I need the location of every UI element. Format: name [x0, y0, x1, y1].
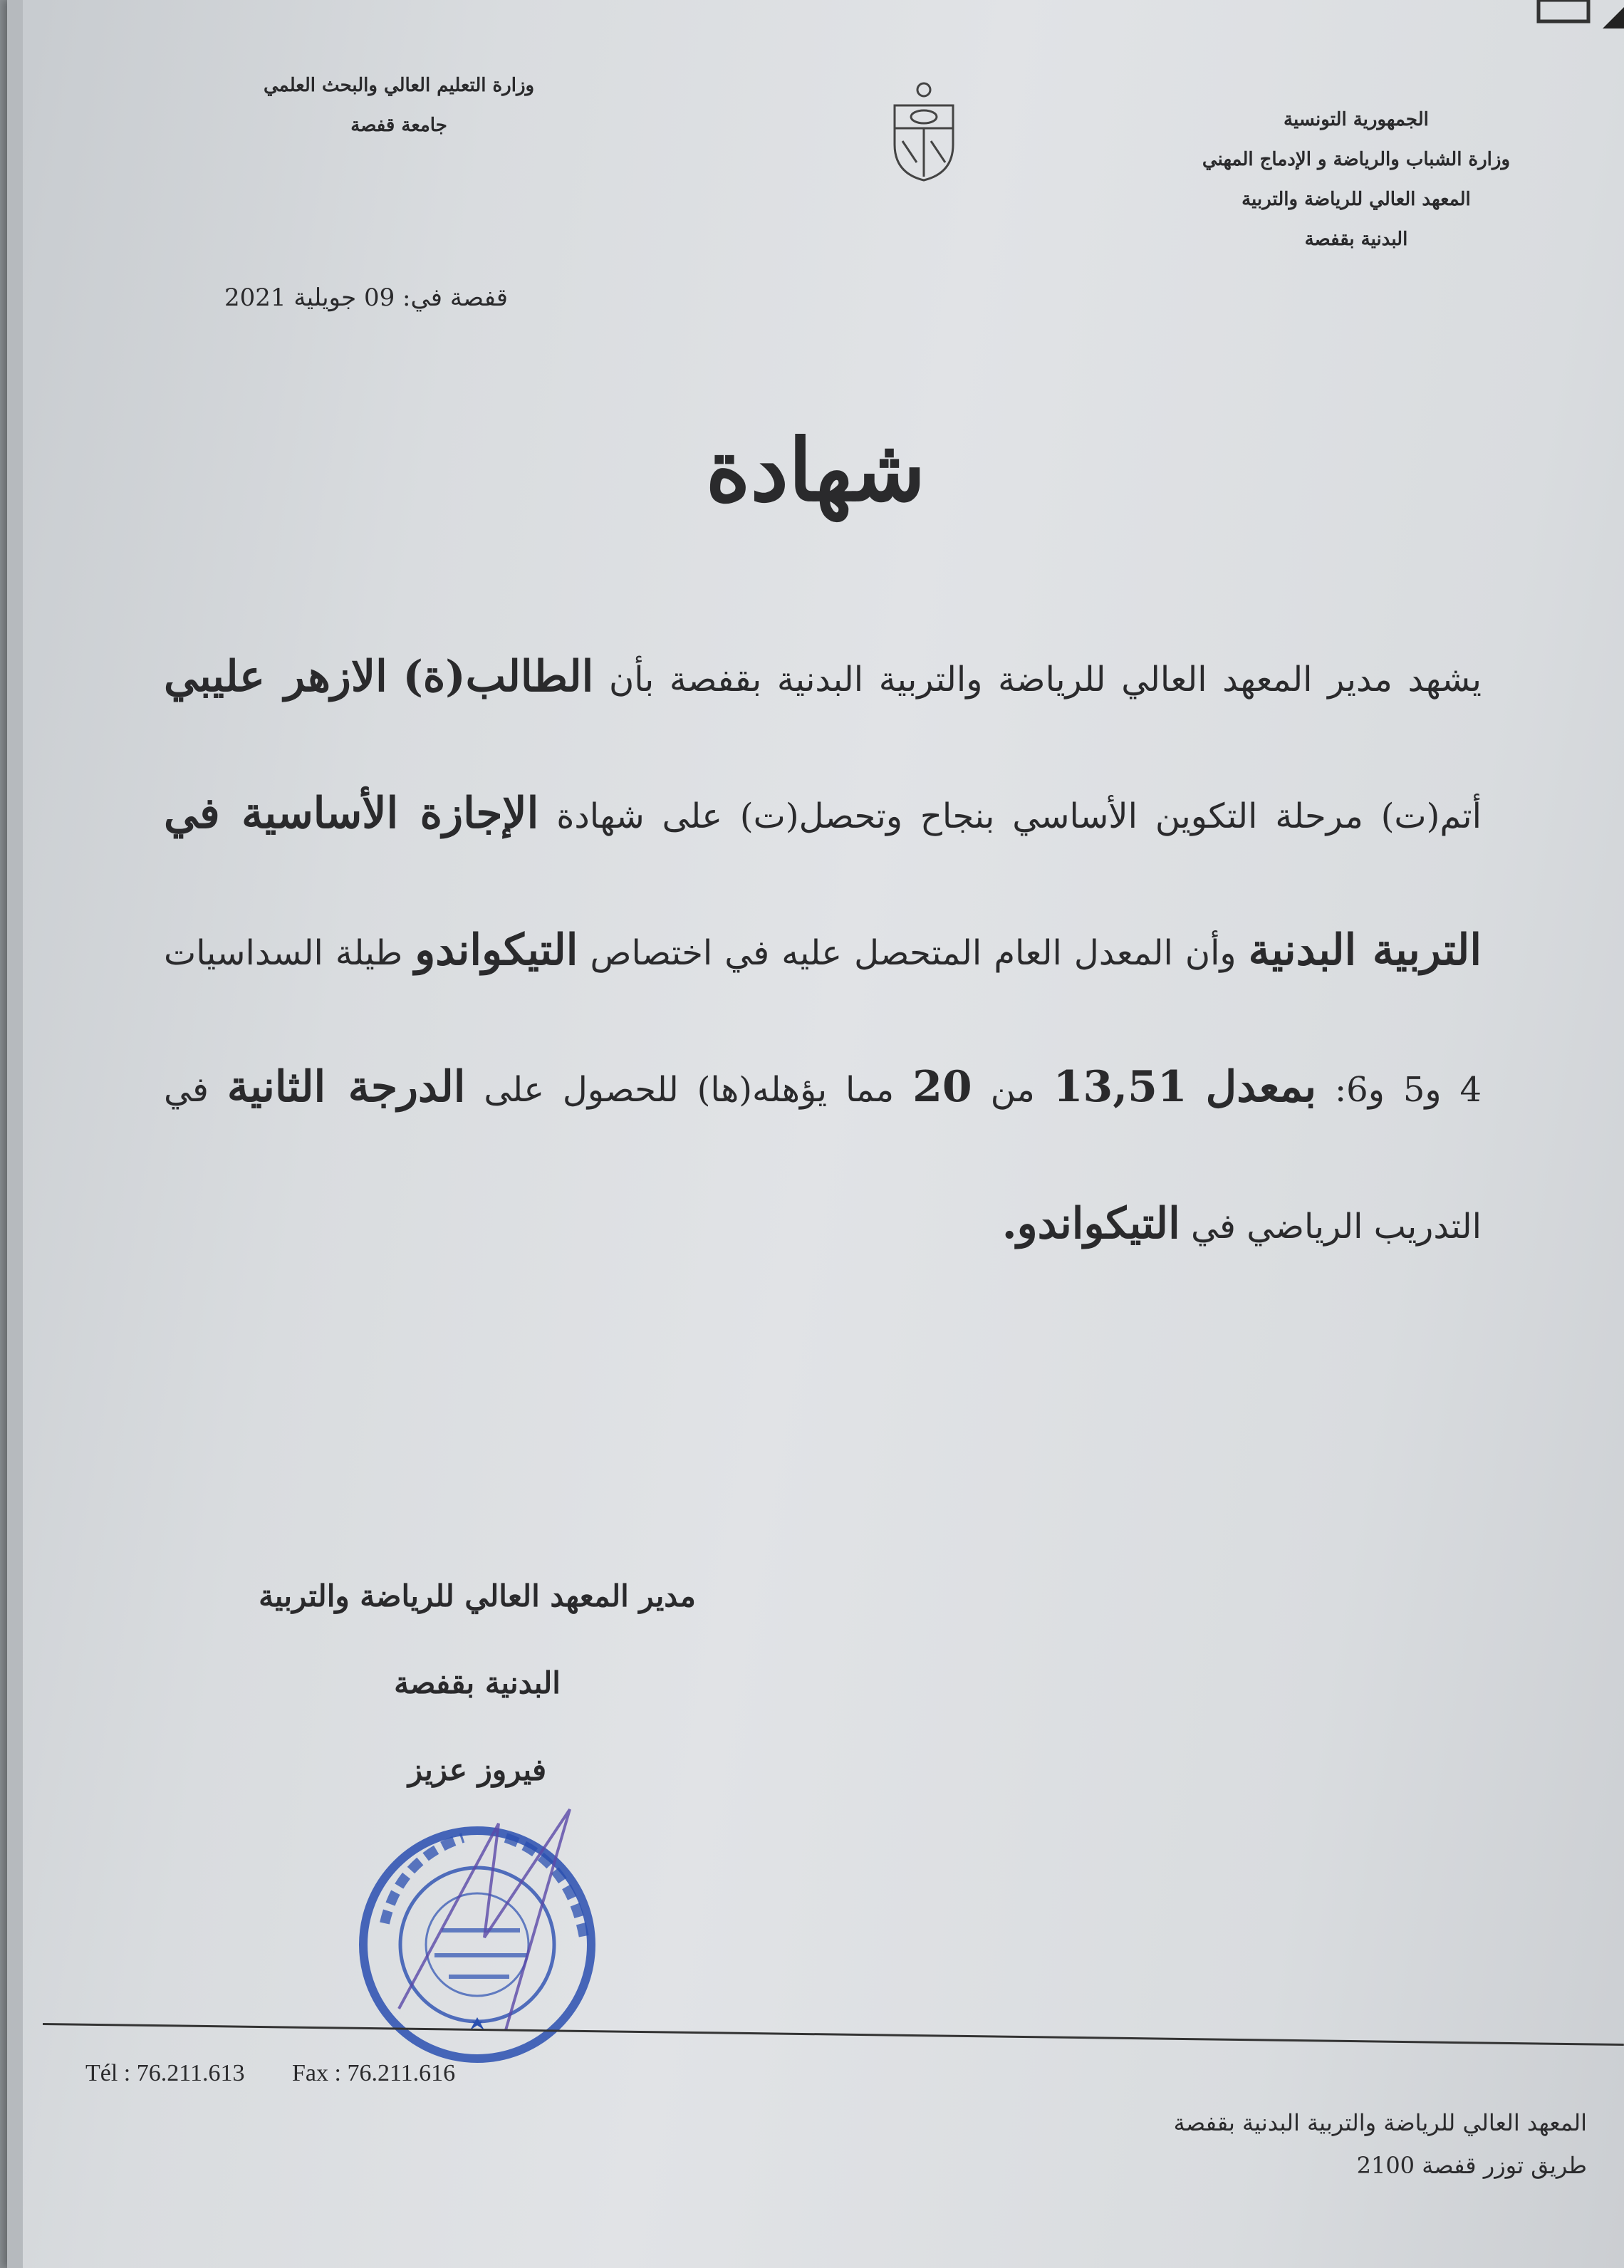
coaching-rank: الدرجة الثانية	[227, 1062, 466, 1112]
header-right	[1202, 100, 1510, 259]
body-end: التيكواندو.	[1001, 1199, 1180, 1249]
body-intro: يشهد مدير المعهد العالي للرياضة والتربية البدنية بقفصة بأن	[609, 660, 1482, 699]
footer-address	[1174, 2101, 1587, 2187]
average-max: 20	[912, 1062, 972, 1112]
body-qualifies: مما يؤهله(ها) للحصول على	[484, 1070, 895, 1110]
header-institute-city: البدنية بقفصة	[1304, 229, 1408, 250]
degree-name: الإجازة الأساسية في التربية البدنية	[164, 789, 1482, 975]
footer-address-institute: المعهد العالي للرياضة والتربية البدنية بقفصة	[1173, 2109, 1587, 2136]
certificate-page	[7, 0, 1624, 2268]
signature-title: مدير المعهد العالي للرياضة والتربية	[259, 1578, 696, 1613]
average-label: بمعدل	[1205, 1062, 1317, 1112]
official-stamp-icon	[356, 1795, 613, 2066]
header-ministry-sport: وزارة الشباب والرياضة و الإدماج المهني	[1202, 149, 1510, 170]
student-name: الازهر عليبي	[164, 652, 387, 702]
signature-name: فيروز عزيز	[407, 1752, 547, 1787]
average-value: 13,51	[1053, 1062, 1187, 1112]
certificate-title: شهادة	[705, 420, 926, 521]
tunisia-emblem-icon	[885, 77, 963, 184]
footer-contact	[85, 2060, 496, 2087]
issue-date: قفصة في: 09 جويلية 2021	[224, 284, 509, 312]
certificate-body	[164, 610, 1482, 1294]
footer-address-street: طريق توزر قفصة 2100	[1356, 2152, 1587, 2179]
header-university: جامعة قفصة	[350, 115, 447, 136]
specialty: التيكواندو	[415, 925, 578, 975]
footer-tel: Tél : 76.211.613	[85, 2060, 245, 2086]
body-semesters: طيلة السداسيات 4 و5 و6:	[164, 933, 1482, 1110]
body-completion: أتم(ت) مرحلة التكوين الأساسي بنجاح وتحصل(ت) على شهادة	[556, 796, 1482, 836]
header-ministry-education: وزارة التعليم العالي والبحث العلمي	[264, 75, 535, 96]
signature-block	[221, 1553, 734, 1814]
header-institute: المعهد العالي للرياضة والتربية	[1242, 189, 1471, 210]
page-edge	[7, 0, 23, 2268]
average-of: من	[990, 1070, 1035, 1110]
footer-divider	[43, 2023, 1624, 2046]
body-average-intro: وأن المعدل العام المتحصل عليه في اختصاص	[590, 933, 1237, 973]
body-training: في التدريب الرياضي في	[164, 1070, 1482, 1247]
corner-mark-icon	[1496, 0, 1624, 28]
header-left	[264, 66, 534, 145]
student-label: الطالب(ة)	[402, 652, 594, 702]
footer-fax: Fax : 76.211.616	[292, 2060, 456, 2086]
header-country: الجمهورية التونسية	[1284, 109, 1429, 130]
signature-institute: البدنية بقفصة	[394, 1665, 561, 1700]
